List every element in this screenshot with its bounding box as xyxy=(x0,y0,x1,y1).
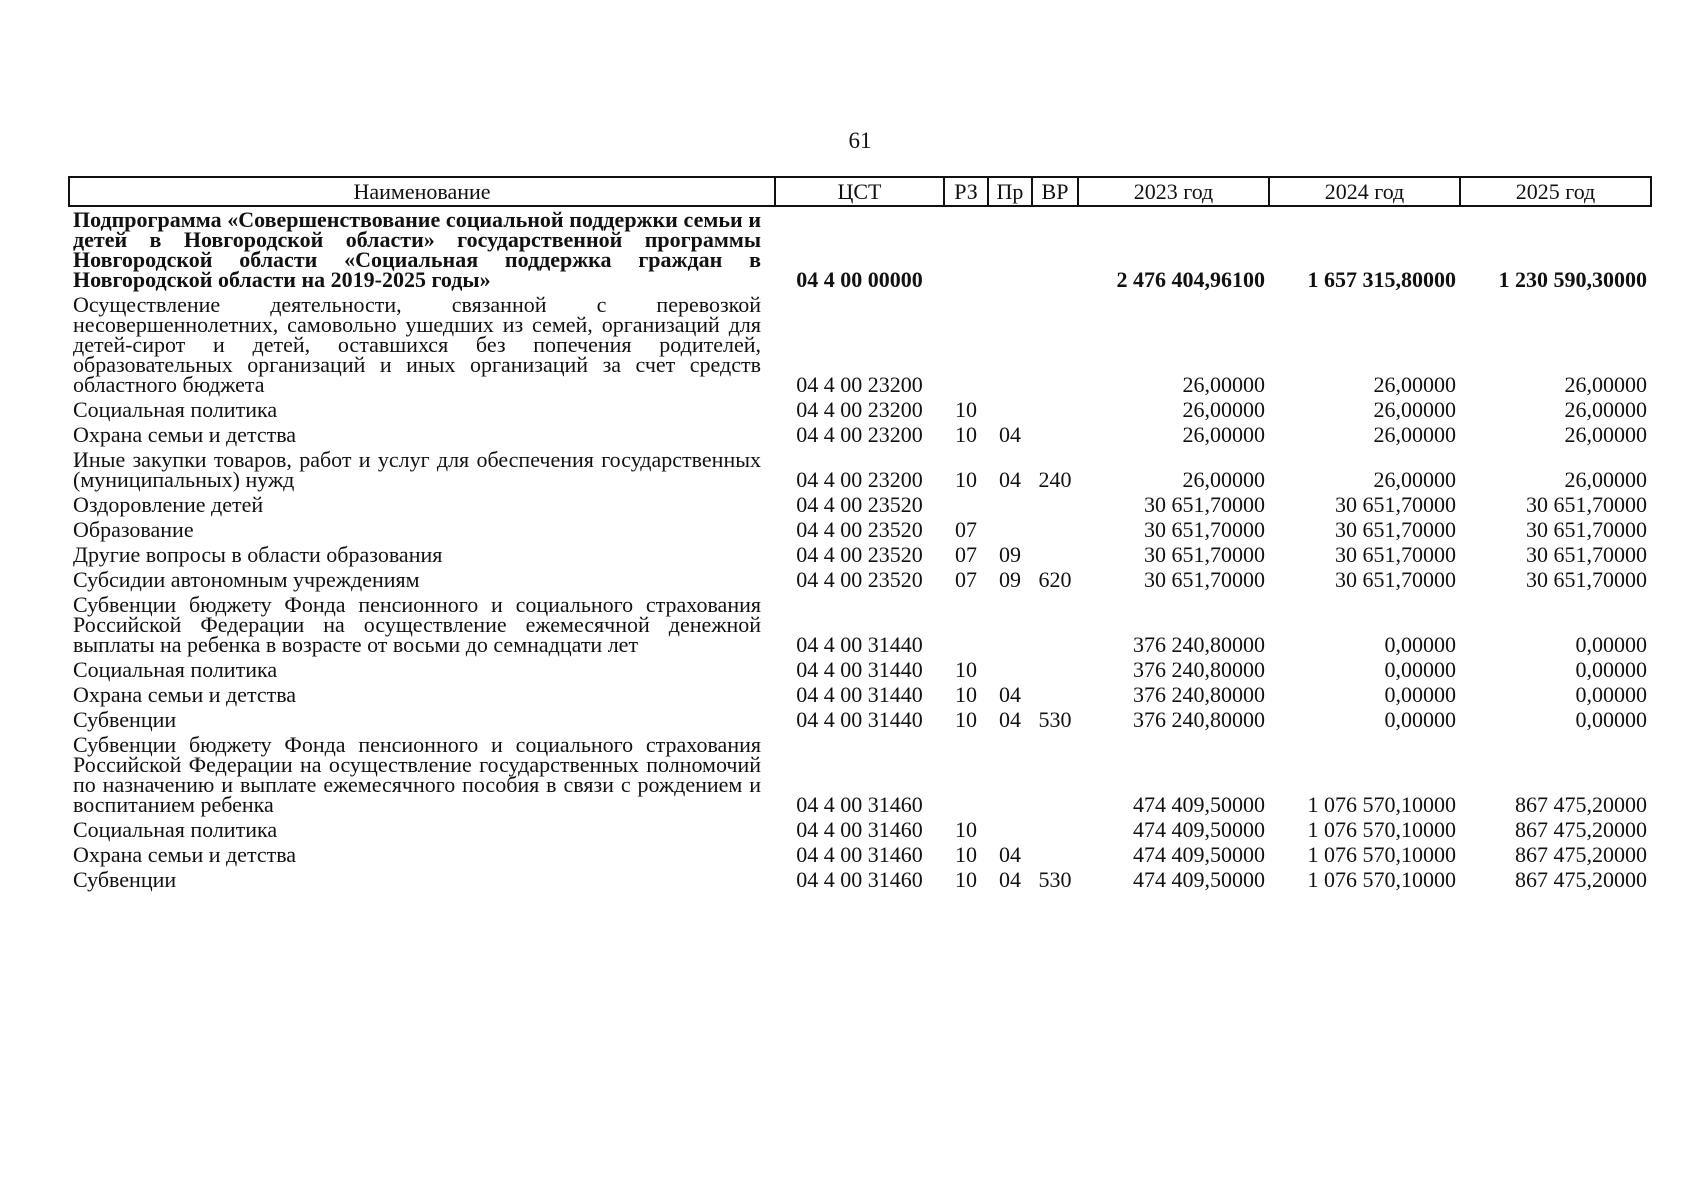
row-amount-2023: 376 240,80000 xyxy=(1133,657,1265,682)
table-row xyxy=(69,707,1651,732)
row-pr xyxy=(988,517,1032,542)
row-rz: 10 xyxy=(955,867,977,892)
table-row xyxy=(69,657,1651,682)
row-amount-2024: 0,00000 xyxy=(1384,682,1456,707)
row-rz xyxy=(944,492,988,517)
row-amount-2024: 30 651,70000 xyxy=(1335,492,1456,517)
header-2023: 2023 год xyxy=(1078,177,1269,206)
row-amount-2024: 1 076 570,10000 xyxy=(1307,817,1456,842)
row-name: Осуществление деятельности, связанной с перевозкой несовершеннолетних, самовольно ушедших из семей, организаций для детей-сирот и детей, оставшихся без попечения родителей, образовательных организаций и иных организаций за счет средств областного бюджета xyxy=(73,292,761,397)
row-amount-2024: 1 657 315,80000 xyxy=(1307,267,1456,292)
row-cst: 04 4 00 23200 xyxy=(796,467,923,492)
row-amount-2023: 30 651,70000 xyxy=(1144,567,1265,592)
budget-table xyxy=(68,176,1652,892)
row-cst: 04 4 00 31460 xyxy=(796,817,923,842)
row-amount-2023: 26,00000 xyxy=(1182,397,1265,422)
row-name: Социальная политика xyxy=(73,397,278,422)
row-cst: 04 4 00 23520 xyxy=(796,542,923,567)
row-vr xyxy=(1032,682,1078,707)
table-body xyxy=(69,206,1651,892)
row-amount-2024: 26,00000 xyxy=(1373,372,1456,397)
table-row xyxy=(69,447,1651,492)
row-cst: 04 4 00 23520 xyxy=(796,567,923,592)
row-amount-2024: 1 076 570,10000 xyxy=(1307,842,1456,867)
row-pr xyxy=(988,492,1032,517)
row-vr xyxy=(1032,292,1078,397)
row-name: Субвенции бюджету Фонда пенсионного и социального страхования Российской Федерации на осуществление государственных полномочий по назначению и выплате ежемесячного пособия в связи с рождением и воспитанием ребенка xyxy=(73,732,761,817)
row-name: Охрана семьи и детства xyxy=(73,842,297,867)
row-name: Субвенции xyxy=(73,867,177,892)
table-row xyxy=(69,842,1651,867)
row-pr xyxy=(988,592,1032,657)
row-amount-2025: 30 651,70000 xyxy=(1526,567,1647,592)
row-amount-2023: 30 651,70000 xyxy=(1144,517,1265,542)
row-amount-2025: 26,00000 xyxy=(1564,397,1647,422)
row-amount-2023: 2 476 404,96100 xyxy=(1116,267,1265,292)
row-vr xyxy=(1032,592,1078,657)
table-row xyxy=(69,397,1651,422)
row-name: Субсидии автономным учреждениям xyxy=(73,567,420,592)
row-name: Субвенции xyxy=(73,707,177,732)
table-row xyxy=(69,517,1651,542)
row-vr xyxy=(1032,206,1078,292)
row-name: Социальная политика xyxy=(73,657,278,682)
header-row xyxy=(69,177,1651,206)
table-row xyxy=(69,492,1651,517)
row-amount-2024: 1 076 570,10000 xyxy=(1307,792,1456,817)
row-amount-2024: 26,00000 xyxy=(1373,467,1456,492)
row-pr: 04 xyxy=(999,682,1021,707)
row-amount-2023: 26,00000 xyxy=(1182,467,1265,492)
row-rz xyxy=(944,206,988,292)
row-vr xyxy=(1032,732,1078,817)
row-amount-2023: 376 240,80000 xyxy=(1133,632,1265,657)
row-amount-2025: 26,00000 xyxy=(1564,372,1647,397)
row-amount-2025: 26,00000 xyxy=(1564,467,1647,492)
row-vr: 530 xyxy=(1038,867,1072,892)
row-vr: 620 xyxy=(1038,567,1072,592)
row-cst: 04 4 00 31440 xyxy=(796,657,923,682)
row-amount-2023: 26,00000 xyxy=(1182,372,1265,397)
row-name: Оздоровление детей xyxy=(73,492,264,517)
row-amount-2023: 474 409,50000 xyxy=(1133,867,1265,892)
row-cst: 04 4 00 00000 xyxy=(796,267,923,292)
table-row xyxy=(69,206,1651,292)
row-cst: 04 4 00 31440 xyxy=(796,707,923,732)
row-vr xyxy=(1032,517,1078,542)
row-amount-2024: 30 651,70000 xyxy=(1335,567,1456,592)
table-row xyxy=(69,592,1651,657)
row-rz xyxy=(944,292,988,397)
row-amount-2024: 30 651,70000 xyxy=(1335,517,1456,542)
row-rz xyxy=(944,732,988,817)
table-row xyxy=(69,732,1651,817)
row-amount-2025: 867 475,20000 xyxy=(1515,792,1647,817)
row-pr: 04 xyxy=(999,842,1021,867)
row-vr xyxy=(1032,842,1078,867)
row-rz: 10 xyxy=(955,467,977,492)
row-rz: 10 xyxy=(955,657,977,682)
row-rz: 07 xyxy=(955,567,977,592)
row-vr xyxy=(1032,817,1078,842)
row-vr xyxy=(1032,657,1078,682)
row-vr: 530 xyxy=(1038,707,1072,732)
row-pr: 04 xyxy=(999,867,1021,892)
row-pr xyxy=(988,657,1032,682)
row-rz: 10 xyxy=(955,422,977,447)
row-amount-2024: 26,00000 xyxy=(1373,397,1456,422)
row-name: Подпрограмма «Совершенствование социальной поддержки семьи и детей в Новгородской области» государственной программы Новгородской области «Социальная поддержка граждан в Новгородской области на 2019-2025 годы» xyxy=(73,207,761,292)
row-name: Иные закупки товаров, работ и услуг для обеспечения государственных (муниципальных) нужд xyxy=(73,447,761,492)
header-name: Наименование xyxy=(69,177,775,206)
row-amount-2025: 0,00000 xyxy=(1575,657,1647,682)
table-row xyxy=(69,867,1651,892)
row-pr xyxy=(988,397,1032,422)
row-pr xyxy=(988,817,1032,842)
row-pr: 04 xyxy=(999,707,1021,732)
table-row xyxy=(69,817,1651,842)
row-cst: 04 4 00 31460 xyxy=(796,842,923,867)
table-row xyxy=(69,422,1651,447)
row-amount-2023: 474 409,50000 xyxy=(1133,817,1265,842)
row-amount-2023: 26,00000 xyxy=(1182,422,1265,447)
header-vr: ВР xyxy=(1032,177,1078,206)
row-rz: 10 xyxy=(955,682,977,707)
table-row xyxy=(69,542,1651,567)
row-amount-2024: 0,00000 xyxy=(1384,632,1456,657)
row-amount-2025: 0,00000 xyxy=(1575,707,1647,732)
row-cst: 04 4 00 23520 xyxy=(796,517,923,542)
row-cst: 04 4 00 23200 xyxy=(796,422,923,447)
row-rz: 10 xyxy=(955,397,977,422)
row-name: Образование xyxy=(73,517,194,542)
row-name: Охрана семьи и детства xyxy=(73,682,297,707)
row-vr: 240 xyxy=(1038,467,1072,492)
row-vr xyxy=(1032,422,1078,447)
row-pr xyxy=(988,732,1032,817)
row-rz: 10 xyxy=(955,842,977,867)
header-cst: ЦСТ xyxy=(775,177,944,206)
row-amount-2025: 1 230 590,30000 xyxy=(1498,267,1647,292)
header-2025: 2025 год xyxy=(1460,177,1651,206)
row-rz: 10 xyxy=(955,707,977,732)
row-amount-2024: 26,00000 xyxy=(1373,422,1456,447)
row-cst: 04 4 00 23520 xyxy=(796,492,923,517)
row-vr xyxy=(1032,492,1078,517)
row-vr xyxy=(1032,542,1078,567)
row-rz: 10 xyxy=(955,817,977,842)
row-amount-2025: 0,00000 xyxy=(1575,682,1647,707)
row-amount-2025: 867 475,20000 xyxy=(1515,842,1647,867)
row-amount-2023: 474 409,50000 xyxy=(1133,792,1265,817)
header-pr: Пр xyxy=(988,177,1032,206)
row-pr: 09 xyxy=(999,542,1021,567)
row-amount-2025: 0,00000 xyxy=(1575,632,1647,657)
row-cst: 04 4 00 23200 xyxy=(796,372,923,397)
row-cst: 04 4 00 31460 xyxy=(796,792,923,817)
table-row xyxy=(69,682,1651,707)
row-name: Социальная политика xyxy=(73,817,278,842)
row-name: Субвенции бюджету Фонда пенсионного и социального страхования Российской Федерации на осуществление ежемесячной денежной выплаты на ребенка в возрасте от восьми до семнадцати лет xyxy=(73,592,761,657)
table-row xyxy=(69,292,1651,397)
header-rz: РЗ xyxy=(944,177,988,206)
row-rz xyxy=(944,592,988,657)
row-pr xyxy=(988,206,1032,292)
table-row xyxy=(69,567,1651,592)
row-amount-2023: 30 651,70000 xyxy=(1144,492,1265,517)
row-amount-2024: 0,00000 xyxy=(1384,657,1456,682)
row-amount-2025: 26,00000 xyxy=(1564,422,1647,447)
row-amount-2024: 0,00000 xyxy=(1384,707,1456,732)
row-pr: 09 xyxy=(999,567,1021,592)
table-header xyxy=(69,177,1651,206)
row-amount-2023: 474 409,50000 xyxy=(1133,842,1265,867)
row-amount-2025: 30 651,70000 xyxy=(1526,492,1647,517)
row-rz: 07 xyxy=(955,542,977,567)
row-cst: 04 4 00 23200 xyxy=(796,397,923,422)
row-name: Другие вопросы в области образования xyxy=(73,542,443,567)
page-number: 61 xyxy=(848,128,872,153)
row-cst: 04 4 00 31460 xyxy=(796,867,923,892)
row-cst: 04 4 00 31440 xyxy=(796,682,923,707)
row-pr: 04 xyxy=(999,422,1021,447)
row-amount-2024: 1 076 570,10000 xyxy=(1307,867,1456,892)
row-amount-2024: 30 651,70000 xyxy=(1335,542,1456,567)
row-name: Охрана семьи и детства xyxy=(73,422,297,447)
row-pr xyxy=(988,292,1032,397)
row-amount-2023: 376 240,80000 xyxy=(1133,707,1265,732)
row-amount-2025: 30 651,70000 xyxy=(1526,542,1647,567)
header-2024: 2024 год xyxy=(1269,177,1460,206)
row-vr xyxy=(1032,397,1078,422)
row-cst: 04 4 00 31440 xyxy=(796,632,923,657)
row-rz: 07 xyxy=(955,517,977,542)
row-amount-2023: 30 651,70000 xyxy=(1144,542,1265,567)
row-amount-2025: 867 475,20000 xyxy=(1515,867,1647,892)
row-amount-2025: 867 475,20000 xyxy=(1515,817,1647,842)
row-pr: 04 xyxy=(999,467,1021,492)
row-amount-2023: 376 240,80000 xyxy=(1133,682,1265,707)
row-amount-2025: 30 651,70000 xyxy=(1526,517,1647,542)
